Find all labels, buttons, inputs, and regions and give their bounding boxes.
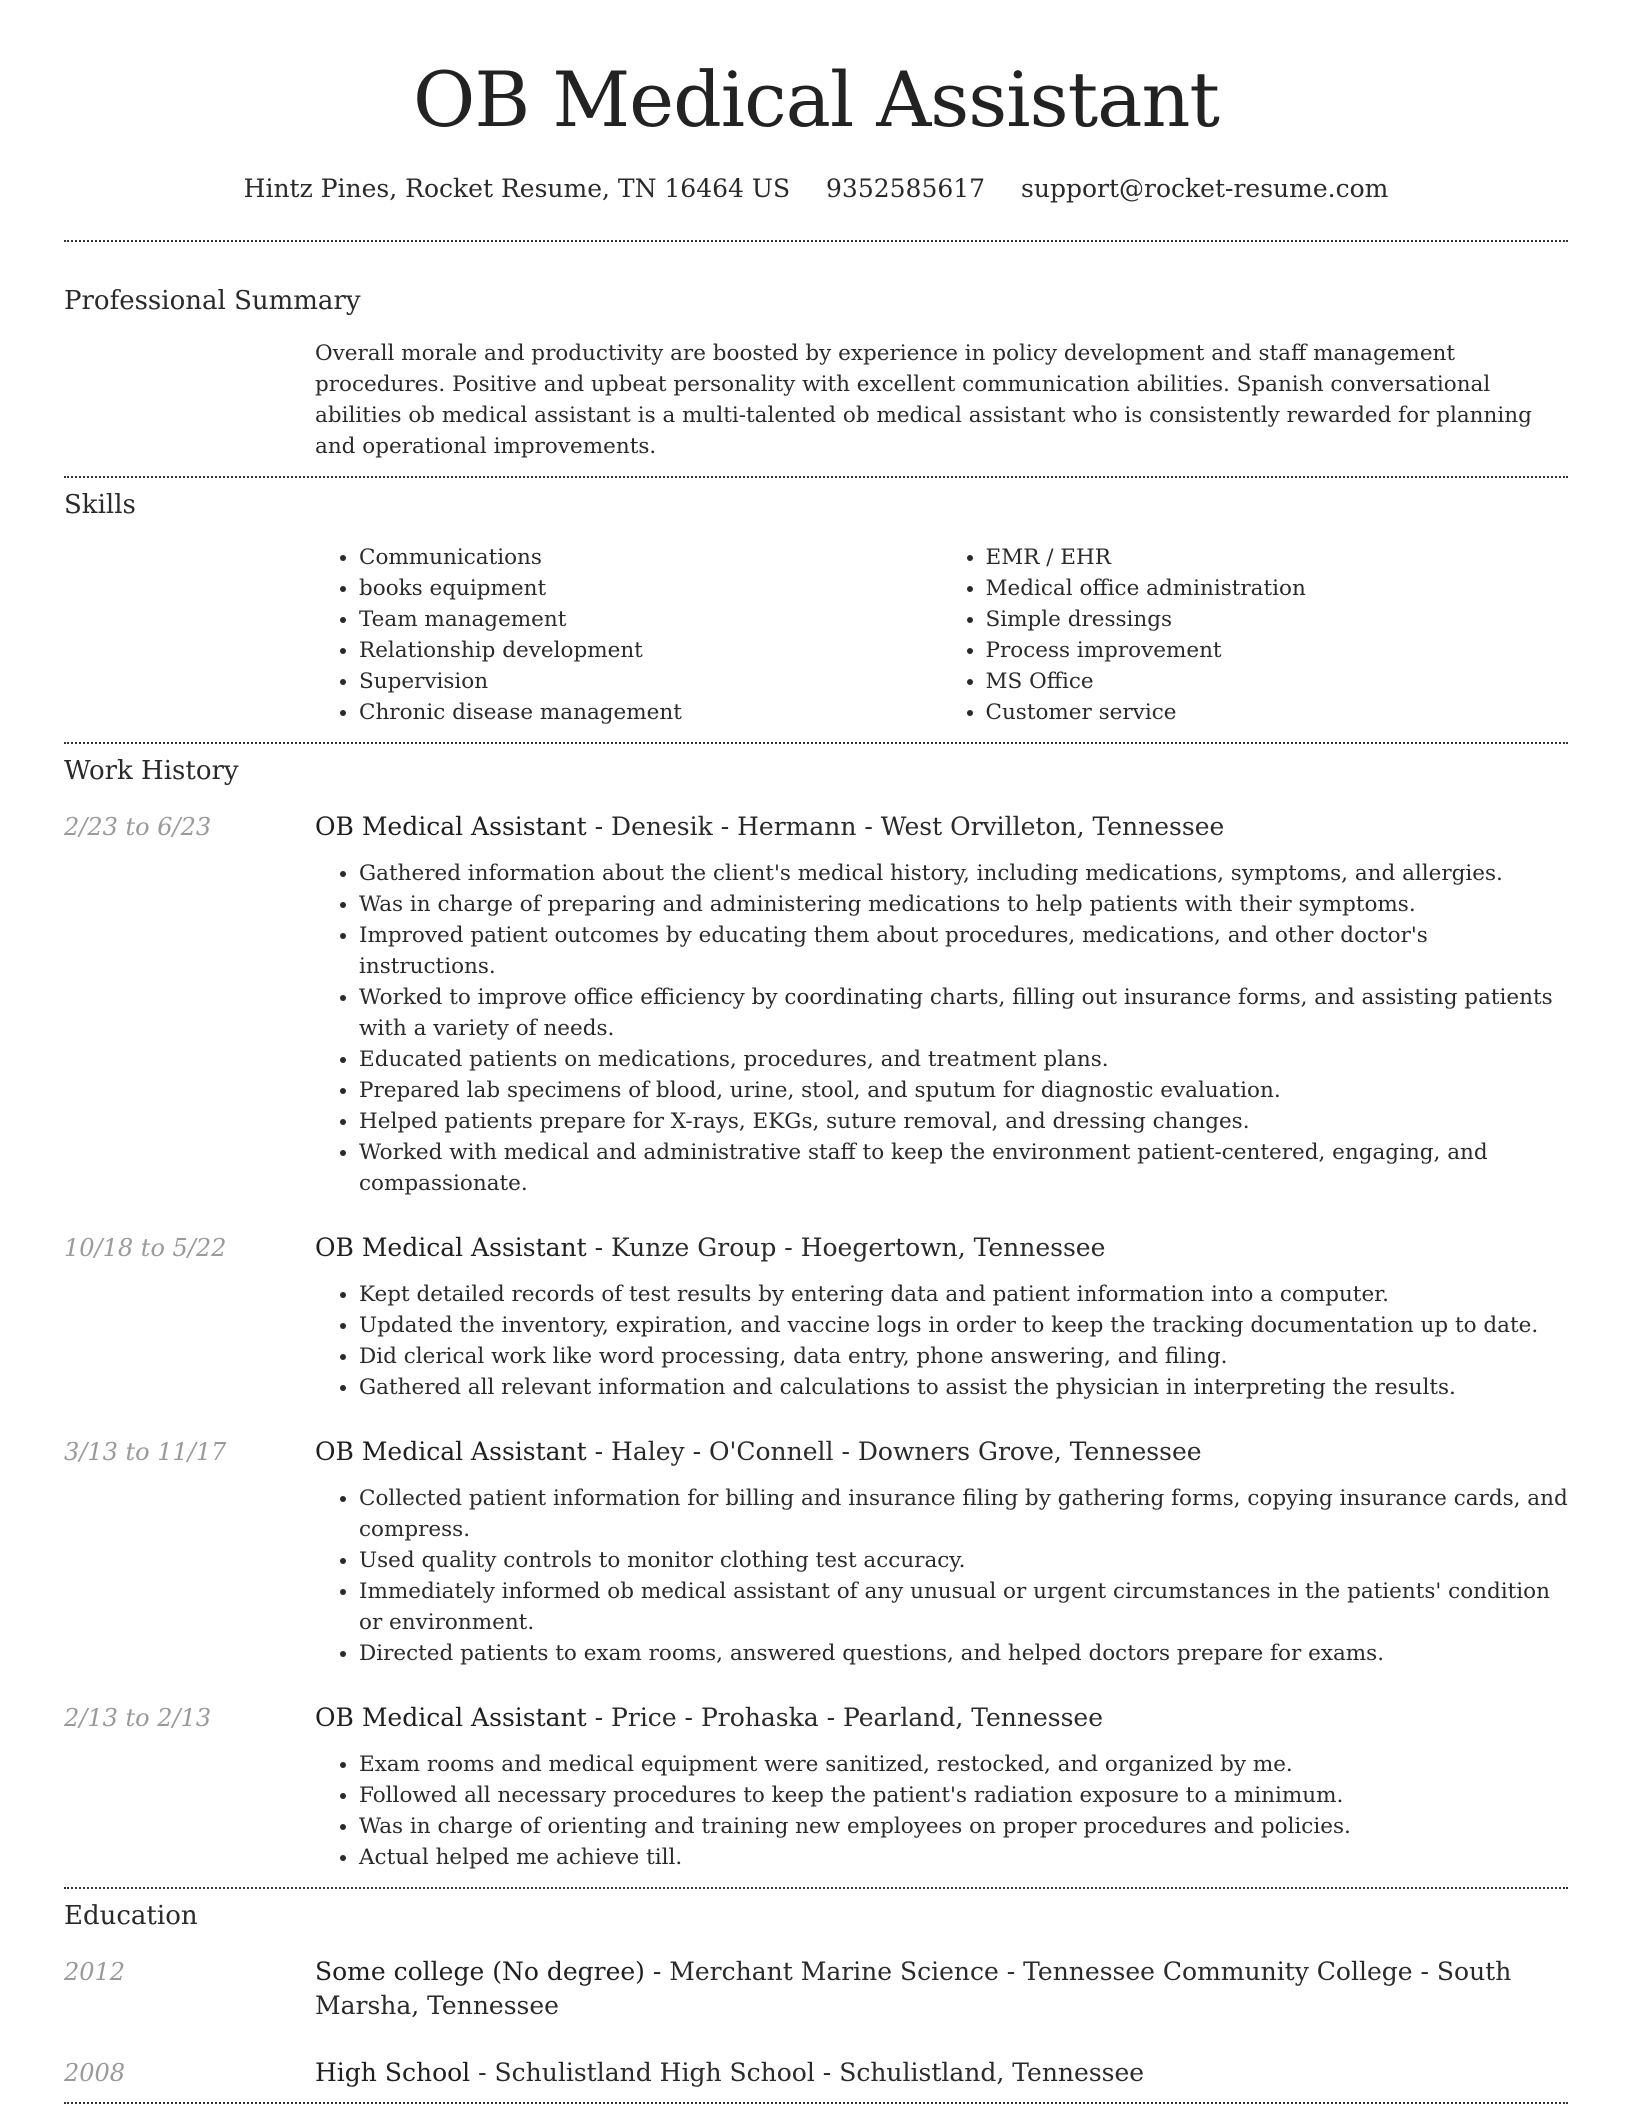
job-bullet: • Did clerical work like word processing, data entry, phone answering, and filing.: [359, 1341, 1568, 1372]
contact-address: Hintz Pines, Rocket Resume, TN 16464 US: [243, 174, 791, 203]
skill-item: • Customer service: [986, 697, 1569, 728]
contact-phone: 9352585617: [826, 174, 986, 203]
job-role: OB Medical Assistant: [315, 1703, 587, 1732]
job-details: - Denesik - Hermann - West Orvilleton, Tennessee: [586, 812, 1225, 841]
job-bullet: • Immediately informed ob medical assistant of any unusual or urgent circumstances in the patients' condition or environment.: [359, 1576, 1568, 1638]
job-bullet: • Followed all necessary procedures to keep the patient's radiation exposure to a minimum.: [359, 1780, 1568, 1811]
contact-email: support@rocket-resume.com: [1021, 174, 1389, 203]
skill-item: • Relationship development: [359, 635, 942, 666]
job-dates: 10/18 to 5/22: [64, 1234, 227, 1262]
divider: [64, 2102, 1568, 2104]
education-title-line: [315, 1955, 1568, 2023]
job-dates: 2/23 to 6/23: [64, 813, 212, 841]
summary-title: Professional Summary: [64, 286, 361, 316]
education-degree: High School: [315, 2058, 471, 2087]
job-details: - Kunze Group - Hoegertown, Tennessee: [586, 1233, 1106, 1262]
skill-item: • MS Office: [986, 666, 1569, 697]
education-entry: [64, 2056, 1568, 2090]
job-title: [315, 1231, 1568, 1265]
job-bullets: [315, 1749, 1568, 1873]
skill-item: • Process improvement: [986, 635, 1569, 666]
job-dates: 3/13 to 11/17: [64, 1438, 227, 1466]
education-entry: [64, 1955, 1568, 2023]
skill-item: • Medical office administration: [986, 573, 1569, 604]
job-bullet: • Updated the inventory, expiration, and vaccine logs in order to keep the tracking documentation up to date.: [359, 1310, 1568, 1341]
job-role: OB Medical Assistant: [315, 812, 587, 841]
job-bullets: [315, 1483, 1568, 1669]
job-bullet: • Worked with medical and administrative staff to keep the environment patient-centered, engaging, and compassionate.: [359, 1137, 1568, 1199]
work-title: Work History: [64, 756, 239, 786]
job-entry: [64, 1701, 1568, 1873]
job-bullet: • Kept detailed records of test results by entering data and patient information into a computer.: [359, 1279, 1568, 1310]
resume-page: [64, 0, 1568, 2104]
skills-title: Skills: [64, 490, 136, 520]
job-bullets: [315, 1279, 1568, 1403]
job-bullet: • Worked to improve office efficiency by coordinating charts, filling out insurance forms, and assisting patients with a variety of needs.: [359, 982, 1568, 1044]
job-entry: [64, 810, 1568, 1199]
job-bullet: • Directed patients to exam rooms, answered questions, and helped doctors prepare for exams.: [359, 1638, 1568, 1669]
skill-item: • EMR / EHR: [986, 542, 1569, 573]
skills-list-left: [315, 542, 942, 728]
job-entry: [64, 1231, 1568, 1403]
job-bullet: • Gathered all relevant information and calculations to assist the physician in interpreting the results.: [359, 1372, 1568, 1403]
skills-list-right: [942, 542, 1569, 728]
resume-name: OB Medical Assistant: [413, 55, 1219, 144]
job-bullet: • Was in charge of preparing and administering medications to help patients with their symptoms.: [359, 889, 1568, 920]
education-details: - Schulistland High School - Schulistland, Tennessee: [470, 2058, 1145, 2087]
education-year: 2012: [64, 1958, 126, 1986]
skill-item: • books equipment: [359, 573, 942, 604]
skill-item: • Chronic disease management: [359, 697, 942, 728]
job-bullet: • Was in charge of orienting and training new employees on proper procedures and policies.: [359, 1811, 1568, 1842]
education-year: 2008: [64, 2059, 126, 2087]
skill-item: • Communications: [359, 542, 942, 573]
job-bullet: • Used quality controls to monitor clothing test accuracy.: [359, 1545, 1568, 1576]
education-title-line: [315, 2056, 1568, 2090]
skill-item: • Simple dressings: [986, 604, 1569, 635]
job-entry: [64, 1435, 1568, 1669]
job-title: [315, 810, 1568, 844]
skills-section: [64, 478, 1568, 728]
skill-item: • Supervision: [359, 666, 942, 697]
job-bullet: • Actual helped me achieve till.: [359, 1842, 1568, 1873]
work-section: [64, 744, 1568, 1873]
education-degree: Some college (No degree): [315, 1957, 645, 1986]
summary-section: [64, 242, 1568, 462]
job-bullet: • Gathered information about the client's medical history, including medications, symptoms, and allergies.: [359, 858, 1568, 889]
education-section: [64, 1889, 1568, 2090]
education-title: Education: [64, 1901, 198, 1931]
job-title: [315, 1701, 1568, 1735]
job-bullet: • Collected patient information for billing and insurance filing by gathering forms, copying insurance cards, and compress.: [359, 1483, 1568, 1545]
job-details: - Haley - O'Connell - Downers Grove, Tennessee: [586, 1437, 1202, 1466]
skill-item: • Team management: [359, 604, 942, 635]
job-bullet: • Improved patient outcomes by educating them about procedures, medications, and other doctor's instructions.: [359, 920, 1568, 982]
job-title: [315, 1435, 1568, 1469]
job-bullet: • Prepared lab specimens of blood, urine, stool, and sputum for diagnostic evaluation.: [359, 1075, 1568, 1106]
education-details: - Merchant Marine Science - Tennessee Community College - South Marsha, Tennessee: [315, 1957, 1512, 2020]
contact-line: [64, 172, 1568, 206]
job-bullets: [315, 858, 1568, 1199]
job-details: - Price - Prohaska - Pearland, Tennessee: [586, 1703, 1104, 1732]
job-role: OB Medical Assistant: [315, 1437, 587, 1466]
job-dates: 2/13 to 2/13: [64, 1704, 212, 1732]
summary-text: Overall morale and productivity are boosted by experience in policy development and staff management procedures. Positive and upbeat personality with excellent communication abilities. Spanish conversational abilities ob medical assistant is a multi-talented ob medical assistant who is consistently rewarded for planning and operational improvements.: [315, 341, 1532, 459]
job-bullet: • Exam rooms and medical equipment were sanitized, restocked, and organized by me.: [359, 1749, 1568, 1780]
job-role: OB Medical Assistant: [315, 1233, 587, 1262]
job-bullet: • Educated patients on medications, procedures, and treatment plans.: [359, 1044, 1568, 1075]
job-bullet: • Helped patients prepare for X-rays, EKGs, suture removal, and dressing changes.: [359, 1106, 1568, 1137]
